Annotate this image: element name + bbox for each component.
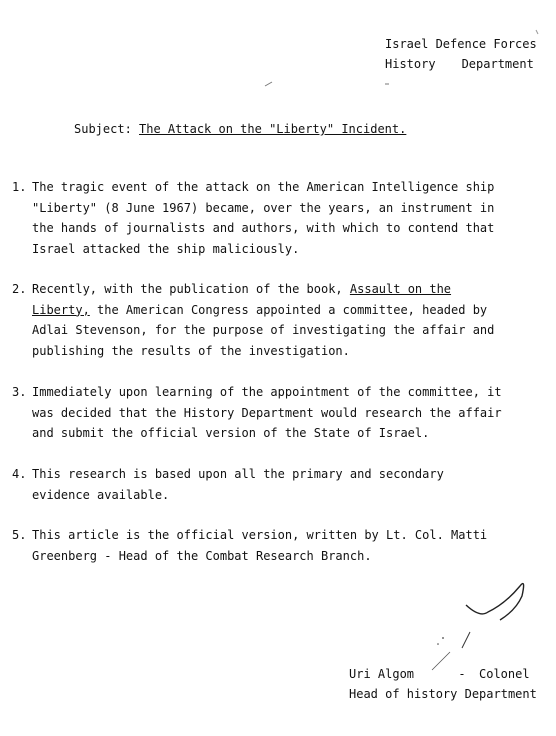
paragraph-text: This article is the official version, written by Lt. Col. Matti Greenberg - Head of the Combat Research Branch.: [32, 528, 488, 563]
paragraph-3: [12, 382, 502, 444]
subject-line: [74, 122, 406, 136]
paragraph-number: 4.: [12, 467, 27, 481]
paragraph-5: [12, 525, 502, 566]
paragraph-number: 2.: [12, 282, 27, 296]
book-title: Assault on the Liberty,: [32, 282, 452, 317]
signatory-position: Head of history Department: [349, 687, 537, 701]
department-word-department: Department: [461, 57, 534, 71]
paragraph-4: [12, 464, 502, 505]
signatory-dash: -: [458, 667, 466, 681]
signatory-rank: Colonel: [479, 667, 530, 681]
paragraph-number: 3.: [12, 385, 27, 399]
signatory-line: [349, 664, 537, 684]
paragraph-text: The tragic event of the attack on the American Intelligence ship "Liberty" (8 June 1967) became, over the years, an instrument in the hands of journalists and authors, with which to contend that Israel attacked the ship maliciously.: [32, 180, 495, 256]
subject-title: The Attack on the "Liberty" Incident.: [139, 122, 407, 136]
paragraph-text-end: the American Congress appointed a committee, headed by Adlai Stevenson, for the purpose of investigating the affair and publishing the results of the investigation.: [32, 302, 495, 358]
paragraph-number: 1.: [12, 180, 27, 194]
signatory-name: Uri Algom: [349, 667, 415, 681]
subject-label: Subject:: [74, 122, 132, 136]
paragraph-text: This research is based upon all the primary and secondary evidence available.: [32, 467, 444, 502]
signature-block: [349, 664, 537, 704]
paragraph-1: [12, 177, 502, 259]
paragraph-2: [12, 279, 502, 361]
paragraph-number: 5.: [12, 528, 27, 542]
department-line: [385, 54, 537, 74]
letterhead: [385, 34, 537, 74]
org-name: Israel Defence Forces: [385, 37, 537, 51]
paragraph-text: Immediately upon learning of the appointment of the committee, it was decided that the History Department would research the affair and submit the official version of the State of Israel.: [32, 385, 502, 440]
department-word-history: History: [385, 57, 436, 71]
paragraph-text: [32, 279, 502, 361]
paragraph-text-start: Recently, with the publication of the book,: [32, 282, 350, 296]
